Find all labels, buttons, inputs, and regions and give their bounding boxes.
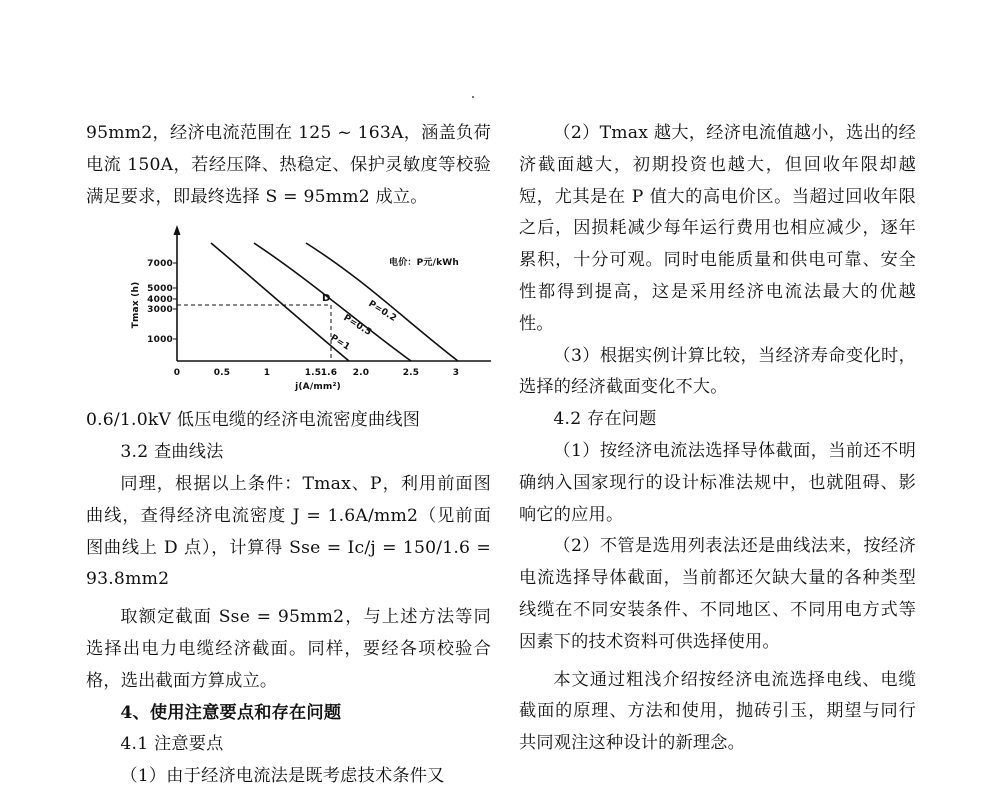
price-legend: 电价：P元/kWh — [389, 258, 460, 269]
right-paragraph-1: （2）Tmax 越大，经济电流值越小，选出的经济截面越大，初期投资也越大，但回收年限却越短，尤其是在 P 值大的高电价区。当超过回收年限之后，因损耗减少每年运行费用也相应减少，逐年累积，十分可观。同时电能质量和供电可靠、安全性都得到提高，这是采用经济电流法最大的优越性。 — [519, 123, 916, 334]
right-column — [519, 118, 916, 760]
y-tick-label: 3000 — [147, 305, 173, 316]
x-tick-label: 3 — [452, 368, 460, 379]
y-tick-label: 5000 — [147, 284, 173, 295]
x-tick-label: 0.5 — [213, 368, 231, 379]
x-axis-label: j(A/mm²) — [295, 382, 341, 393]
right-paragraph-2: （3）根据实例计算比较，当经济寿命变化时，选择的经济截面变化不大。 — [519, 345, 916, 398]
right-paragraph-3: （1）按经济电流法选择导体截面，当前还不明确纳入国家现行的设计标准法规中，也就阻碍、影响它的应用。 — [519, 440, 916, 525]
x-tick-label: 2.0 — [352, 368, 370, 379]
figure-caption: 0.6/1.0kV 低压电缆的经济电流密度曲线图 — [86, 410, 421, 431]
section-3-2-heading: 3.2 查曲线法 — [120, 442, 224, 463]
curve-chart — [86, 221, 491, 401]
economic-current-density-figure — [86, 221, 491, 401]
curve-label-p1: P=1 — [328, 333, 352, 354]
scan-speck — [472, 96, 474, 98]
left-column — [86, 118, 491, 793]
curve-label-p0.5: P=0.5 — [341, 313, 374, 339]
curve-label-p0.2: P=0.2 — [366, 299, 399, 325]
right-paragraph-4: （2）不管是选用列表法还是曲线法来，按经济电流选择导体截面，当前都还欠缺大量的各种类型线缆在不同安装条件、不同地区、不同用电方式等因素下的技术资料可供选择使用。 — [519, 536, 916, 652]
y-axis-arrow — [174, 225, 181, 235]
y-tick-label: 1000 — [147, 335, 173, 346]
y-tick-label: 7000 — [147, 259, 173, 270]
left-paragraph-2: 同理，根据以上条件：Tmax、P，利用前面图曲线，查得经济电流密度 J = 1.6A/mm2（见前面图曲线上 D 点），计算得 Sse = Ic/j = 150/1.6 = 93.8mm2 — [86, 473, 491, 590]
point-d-label: D — [322, 293, 331, 305]
right-paragraph-5: 本文通过粗浅介绍按经济电流选择电线、电缆截面的原理、方法和使用，抛砖引玉，期望与同行共同观注这种设计的新理念。 — [519, 669, 916, 754]
x-tick-label: 1.5 — [304, 368, 322, 379]
left-paragraph-4: （1）由于经济电流法是既考虑技术条件又 — [120, 766, 445, 787]
x-tick-label: 0 — [173, 368, 181, 379]
x-tick-label: 1 — [263, 368, 271, 379]
y-tick-label: 4000 — [147, 295, 173, 306]
left-paragraph-3: 取额定截面 Sse = 95mm2，与上述方法等同选择出电力电缆经济截面。同样，要经各项校验合格，选出截面方算成立。 — [86, 607, 491, 691]
x-tick-label: 1.6 — [320, 368, 338, 379]
section-4-2-heading: 4.2 存在问题 — [553, 409, 657, 430]
y-axis-label: Tmax (h) — [131, 282, 141, 329]
section-4-1-heading: 4.1 注意要点 — [120, 734, 224, 755]
x-tick-label: 2.5 — [402, 368, 420, 379]
left-paragraph-1: 95mm2，经济电流范围在 125 ~ 163A，涵盖负荷电流 150A，若经压降、热稳定、保护灵敏度等校验满足要求，即最终选择 S = 95mm2 成立。 — [86, 123, 491, 207]
section-4-heading: 4、使用注意要点和存在问题 — [120, 702, 342, 723]
